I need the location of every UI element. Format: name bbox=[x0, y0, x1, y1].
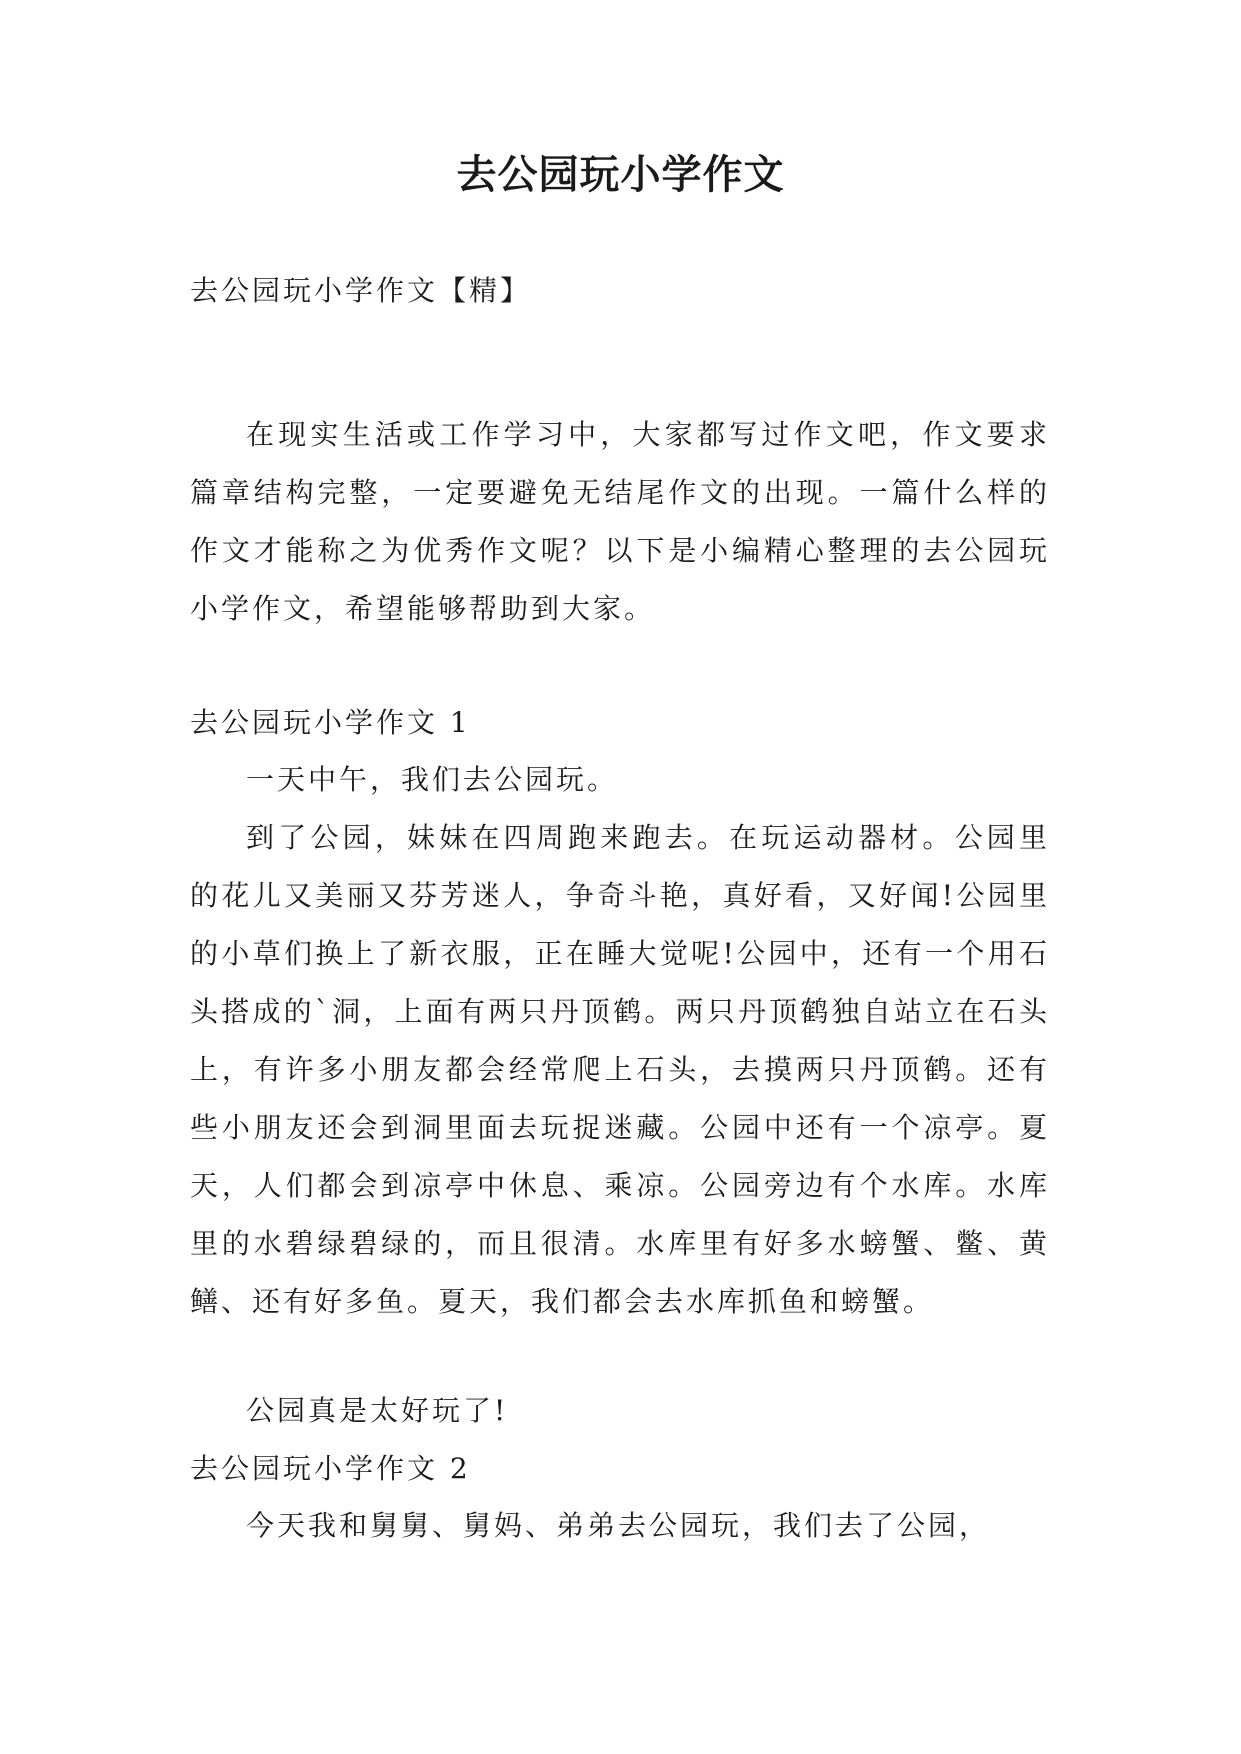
section-heading-1: 去公园玩小学作文 1 bbox=[190, 706, 471, 739]
section-heading-2: 去公园玩小学作文 2 bbox=[190, 1452, 471, 1485]
document-subtitle: 去公园玩小学作文【精】 bbox=[190, 274, 532, 307]
intro-paragraph: 在现实生活或工作学习中，大家都写过作文吧，作文要求篇章结构完整，一定要避免无结尾作文的出现。一篇什么样的作文才能称之为优秀作文呢？以下是小编精心整理的去公园玩小学作文，希望能够帮助到大家。 bbox=[190, 418, 1050, 625]
section-1-paragraph-1: 一天中午，我们去公园玩。 bbox=[246, 763, 619, 796]
section-1-paragraph-3: 公园真是太好玩了! bbox=[246, 1394, 509, 1427]
section-1-paragraph-2: 到了公园，妹妹在四周跑来跑去。在玩运动器材。公园里的花儿又美丽又芬芳迷人，争奇斗艳，真好看，又好闻!公园里的小草们换上了新衣服，正在睡大觉呢!公园中，还有一个用石头搭成的`洞，上面有两只丹顶鹤。两只丹顶鹤独自站立在石头上，有许多小朋友都会经常爬上石头，去摸两只丹顶鹤。还有些小朋友还会到洞里面去玩捉迷藏。公园中还有一个凉亭。夏天，人们都会到凉亭中休息、乘凉。公园旁边有个水库。水库里的水碧绿碧绿的，而且很清。水库里有好多水螃蟹、鳖、黄鳝、还有好多鱼。夏天，我们都会去水库抓鱼和螃蟹。 bbox=[190, 821, 1050, 1318]
document-title: 去公园玩小学作文 bbox=[456, 151, 785, 198]
section-2-paragraph-1: 今天我和舅舅、舅妈、弟弟去公园玩，我们去了公园， bbox=[246, 1509, 991, 1542]
